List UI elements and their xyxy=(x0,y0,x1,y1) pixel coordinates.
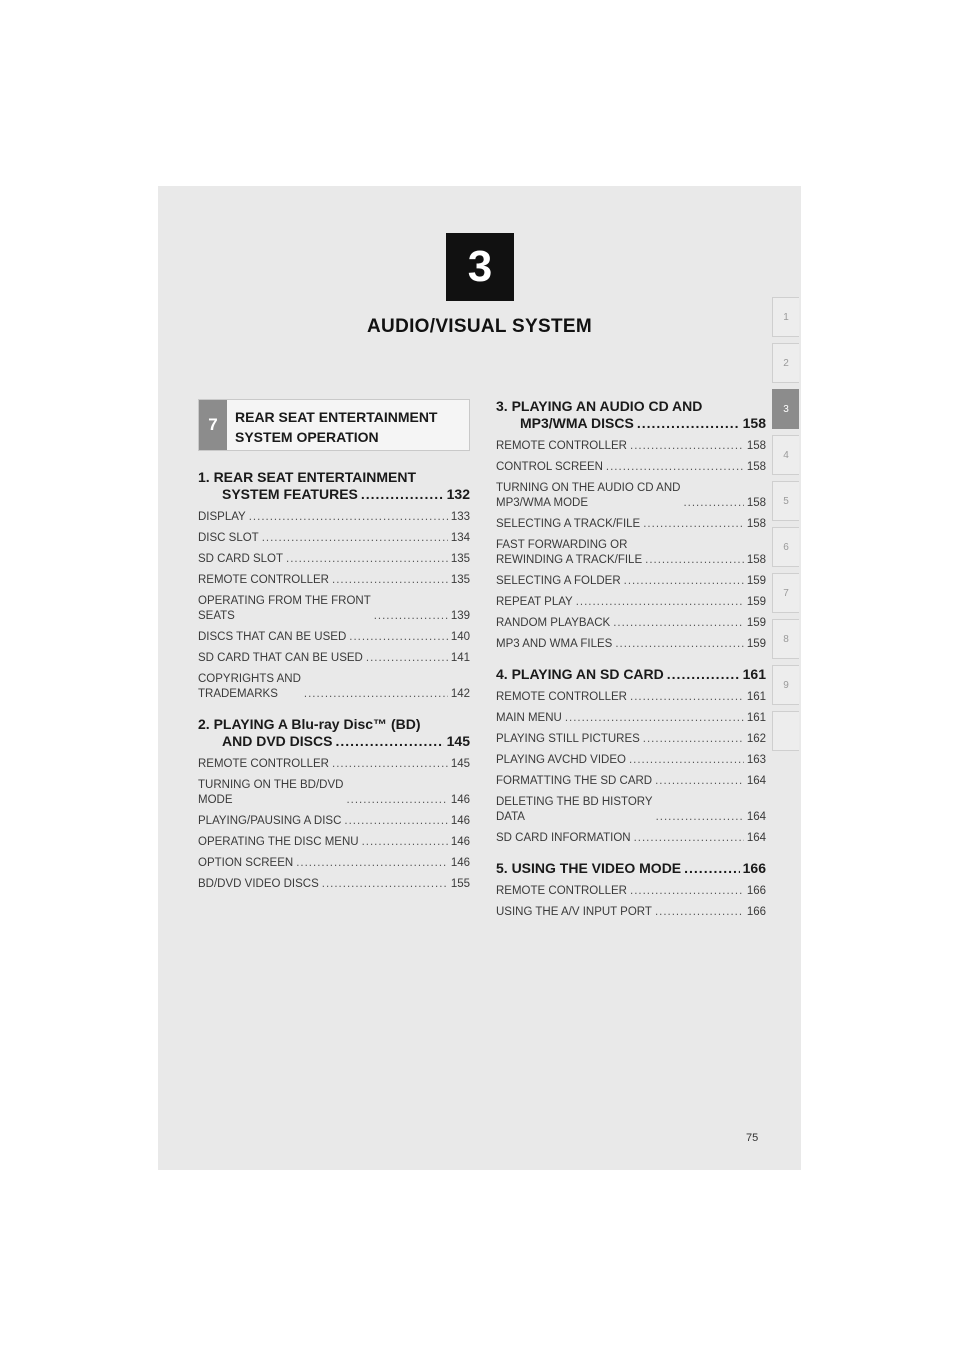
toc-entry[interactable] xyxy=(198,814,470,829)
toc-entry-page: 166 xyxy=(746,906,766,918)
toc-entry[interactable] xyxy=(496,616,766,631)
chapter-tab-6[interactable]: 6 xyxy=(772,527,799,567)
toc-entry[interactable] xyxy=(198,531,470,546)
toc-entry-label: REMOTE CONTROLLER xyxy=(496,440,627,452)
toc-entry-page: 145 xyxy=(450,758,470,770)
toc-entry-label: BD/DVD VIDEO DISCS xyxy=(198,878,319,890)
toc-entry-page: 162 xyxy=(746,733,766,745)
toc-entry-page: 134 xyxy=(450,532,470,544)
toc-entry[interactable] xyxy=(496,517,766,532)
toc-entry[interactable] xyxy=(496,753,766,768)
toc-entry-label: DISCS THAT CAN BE USED xyxy=(198,631,347,643)
dot-leader xyxy=(296,856,448,871)
toc-entry-page: 159 xyxy=(746,617,766,629)
toc-entry-label: MAIN MENU xyxy=(496,712,562,724)
toc-entry-label: FORMATTING THE SD CARD xyxy=(496,775,653,787)
toc-entry-page: 164 xyxy=(746,832,766,844)
toc-entry-page: 161 xyxy=(746,712,766,724)
toc-entry[interactable] xyxy=(198,757,470,772)
dot-leader xyxy=(322,877,448,892)
toc-entry-label: COPYRIGHTS AND TRADEMARKS xyxy=(198,673,301,700)
toc-entry[interactable] xyxy=(496,574,766,589)
dot-leader xyxy=(332,573,448,588)
toc-group xyxy=(496,666,766,846)
toc-entry-page: 159 xyxy=(746,575,766,587)
dot-leader xyxy=(634,831,744,846)
toc-group xyxy=(496,860,766,920)
toc-entry-page: 158 xyxy=(746,497,766,509)
toc-entry-page: 142 xyxy=(450,688,470,700)
chapter-tab-5[interactable]: 5 xyxy=(772,481,799,521)
dot-leader xyxy=(366,651,448,666)
chapter-number-badge xyxy=(446,233,514,301)
toc-column-left xyxy=(198,469,470,906)
dot-leader xyxy=(630,690,744,705)
toc-entry[interactable] xyxy=(198,594,470,624)
toc-entry-page: 133 xyxy=(450,511,470,523)
toc-entry[interactable] xyxy=(496,774,766,789)
dot-leader xyxy=(304,687,448,702)
toc-entry[interactable] xyxy=(496,538,766,568)
toc-entry-label: MP3 AND WMA FILES xyxy=(496,638,613,650)
dot-leader xyxy=(624,574,744,589)
section-title xyxy=(227,400,445,450)
toc-entry-label: CONTROL SCREEN xyxy=(496,461,603,473)
toc-entry-label: REMOTE CONTROLLER xyxy=(496,885,627,897)
toc-entry[interactable] xyxy=(496,795,766,825)
toc-entry-page: 146 xyxy=(450,836,470,848)
dot-leader xyxy=(346,793,447,808)
toc-entry[interactable] xyxy=(198,630,470,645)
section-title-line2: SYSTEM OPERATION xyxy=(235,429,379,445)
dot-leader xyxy=(655,905,744,920)
toc-entry-label: FAST FORWARDING OR REWINDING A TRACK/FILE xyxy=(496,539,643,566)
toc-group-title-line1: 5. USING THE VIDEO MODE xyxy=(496,860,682,876)
toc-entry[interactable] xyxy=(198,778,470,808)
toc-entry-page: 163 xyxy=(746,754,766,766)
toc-entry-label: OPERATING THE DISC MENU xyxy=(198,836,359,848)
chapter-number: 3 xyxy=(467,242,493,291)
toc-entry[interactable] xyxy=(198,672,470,702)
toc-entry[interactable] xyxy=(198,835,470,850)
toc-entry[interactable] xyxy=(198,856,470,871)
toc-group-title-line2: AND DVD DISCS xyxy=(222,733,333,749)
chapter-tab-4[interactable]: 4 xyxy=(772,435,799,475)
toc-entry[interactable] xyxy=(496,595,766,610)
dot-leader xyxy=(683,496,743,511)
chapter-side-tabs xyxy=(772,297,799,757)
dot-leader xyxy=(629,753,744,768)
toc-entry-page: 155 xyxy=(450,878,470,890)
toc-entry-page: 140 xyxy=(450,631,470,643)
dot-leader xyxy=(643,732,744,747)
dot-leader xyxy=(613,616,744,631)
toc-entry-label: DISPLAY xyxy=(198,511,246,523)
toc-entry-page: 161 xyxy=(746,691,766,703)
toc-group-title[interactable] xyxy=(496,398,766,432)
chapter-tab-blank[interactable] xyxy=(772,711,799,751)
chapter-title: AUDIO/VISUAL SYSTEM xyxy=(367,316,592,337)
toc-group xyxy=(198,469,470,702)
toc-entry-page: 135 xyxy=(450,553,470,565)
toc-entry-page: 164 xyxy=(746,811,766,823)
dot-leader xyxy=(615,637,744,652)
toc-entry-page: 135 xyxy=(450,574,470,586)
chapter-tab-3[interactable]: 3 xyxy=(772,389,799,429)
toc-entry-label: PLAYING AVCHD VIDEO xyxy=(496,754,626,766)
toc-entry[interactable] xyxy=(496,905,766,920)
chapter-tab-2[interactable]: 2 xyxy=(772,343,799,383)
dot-leader xyxy=(606,460,744,475)
toc-entry-label: OPERATING FROM THE FRONT SEATS xyxy=(198,595,371,622)
toc-group xyxy=(496,398,766,652)
dot-leader xyxy=(335,733,443,750)
toc-entry-label: REMOTE CONTROLLER xyxy=(198,574,329,586)
toc-entry-page: 146 xyxy=(450,794,470,806)
toc-entry-label: REPEAT PLAY xyxy=(496,596,573,608)
toc-entry-page: 159 xyxy=(746,638,766,650)
toc-group-title-line1: 4. PLAYING AN SD CARD xyxy=(496,666,664,682)
toc-entry-label: DELETING THE BD HISTORY DATA xyxy=(496,796,653,823)
dot-leader xyxy=(374,609,448,624)
toc-entry-page: 139 xyxy=(450,610,470,622)
dot-leader xyxy=(655,774,744,789)
dot-leader xyxy=(349,630,448,645)
dot-leader xyxy=(643,517,744,532)
section-number: 7 xyxy=(199,400,227,450)
toc-entry-label: TURNING ON THE AUDIO CD AND MP3/WMA MODE xyxy=(496,482,681,509)
toc-entry-label: OPTION SCREEN xyxy=(198,857,294,869)
dot-leader xyxy=(684,860,740,877)
toc-entry-label: RANDOM PLAYBACK xyxy=(496,617,611,629)
section-header xyxy=(198,399,470,451)
section-title-line1: REAR SEAT ENTERTAINMENT xyxy=(235,409,438,425)
toc-group xyxy=(198,716,470,892)
toc-entry-page: 158 xyxy=(746,461,766,473)
toc-column-right xyxy=(496,398,766,934)
toc-entry-label: PLAYING STILL PICTURES xyxy=(496,733,640,745)
toc-entry[interactable] xyxy=(198,552,470,567)
toc-entry[interactable] xyxy=(496,460,766,475)
toc-group-page: 161 xyxy=(742,666,766,682)
toc-entry-page: 166 xyxy=(746,885,766,897)
toc-group-page: 145 xyxy=(446,733,470,749)
dot-leader xyxy=(565,711,744,726)
toc-entry[interactable] xyxy=(496,732,766,747)
toc-entry-label: REMOTE CONTROLLER xyxy=(496,691,627,703)
toc-entry[interactable] xyxy=(496,637,766,652)
toc-entry-page: 159 xyxy=(746,596,766,608)
toc-group-title-line2: SYSTEM FEATURES xyxy=(222,486,358,502)
toc-entry-page: 146 xyxy=(450,815,470,827)
page-number: 75 xyxy=(746,1132,759,1144)
toc-entry-label: SELECTING A FOLDER xyxy=(496,575,621,587)
dot-leader xyxy=(262,531,448,546)
toc-entry[interactable] xyxy=(198,573,470,588)
dot-leader xyxy=(332,757,448,772)
toc-group-title[interactable] xyxy=(198,716,470,750)
toc-entry-page: 158 xyxy=(746,440,766,452)
toc-group-title[interactable] xyxy=(496,666,766,683)
toc-entry-label: PLAYING/PAUSING A DISC xyxy=(198,815,342,827)
toc-entry-page: 146 xyxy=(450,857,470,869)
dot-leader xyxy=(286,552,448,567)
toc-entry[interactable] xyxy=(496,439,766,454)
toc-group-title[interactable] xyxy=(496,860,766,877)
toc-entry-label: REMOTE CONTROLLER xyxy=(198,758,329,770)
chapter-tab-9[interactable]: 9 xyxy=(772,665,799,705)
toc-entry[interactable] xyxy=(496,884,766,899)
dot-leader xyxy=(361,486,444,503)
toc-group-page: 158 xyxy=(742,415,766,431)
toc-entry-label: TURNING ON THE BD/DVD MODE xyxy=(198,779,344,806)
dot-leader xyxy=(637,415,740,432)
toc-entry-page: 164 xyxy=(746,775,766,787)
toc-group-title-line2: MP3/WMA DISCS xyxy=(520,415,634,431)
toc-entry-label: USING THE A/V INPUT PORT xyxy=(496,906,652,918)
toc-entry[interactable] xyxy=(198,877,470,892)
dot-leader xyxy=(645,553,744,568)
dot-leader xyxy=(630,439,744,454)
toc-group-title-line1: 3. PLAYING AN AUDIO CD AND xyxy=(496,398,703,414)
dot-leader xyxy=(344,814,447,829)
toc-entry[interactable] xyxy=(198,510,470,525)
toc-group-title-line1: 1. REAR SEAT ENTERTAINMENT xyxy=(198,469,417,485)
toc-entry[interactable] xyxy=(496,831,766,846)
toc-group-page: 132 xyxy=(446,486,470,502)
toc-entry-page: 158 xyxy=(746,518,766,530)
toc-entry-label: SD CARD THAT CAN BE USED xyxy=(198,652,363,664)
toc-entry[interactable] xyxy=(496,690,766,705)
chapter-tab-1[interactable]: 1 xyxy=(772,297,799,337)
dot-leader xyxy=(667,666,740,683)
toc-entry-label: SD CARD INFORMATION xyxy=(496,832,631,844)
toc-group-page: 166 xyxy=(742,860,766,876)
toc-group-title[interactable] xyxy=(198,469,470,503)
toc-entry[interactable] xyxy=(198,651,470,666)
chapter-tab-7[interactable]: 7 xyxy=(772,573,799,613)
dot-leader xyxy=(630,884,744,899)
toc-entry[interactable] xyxy=(496,481,766,511)
toc-entry[interactable] xyxy=(496,711,766,726)
toc-entry-label: SELECTING A TRACK/FILE xyxy=(496,518,641,530)
toc-entry-page: 158 xyxy=(746,554,766,566)
dot-leader xyxy=(362,835,448,850)
toc-group-title-line1: 2. PLAYING A Blu-ray Disc™ (BD) xyxy=(198,716,421,732)
chapter-tab-8[interactable]: 8 xyxy=(772,619,799,659)
dot-leader xyxy=(576,595,744,610)
dot-leader xyxy=(249,510,448,525)
toc-entry-label: SD CARD SLOT xyxy=(198,553,283,565)
dot-leader xyxy=(656,810,744,825)
toc-entry-label: DISC SLOT xyxy=(198,532,259,544)
toc-entry-page: 141 xyxy=(450,652,470,664)
